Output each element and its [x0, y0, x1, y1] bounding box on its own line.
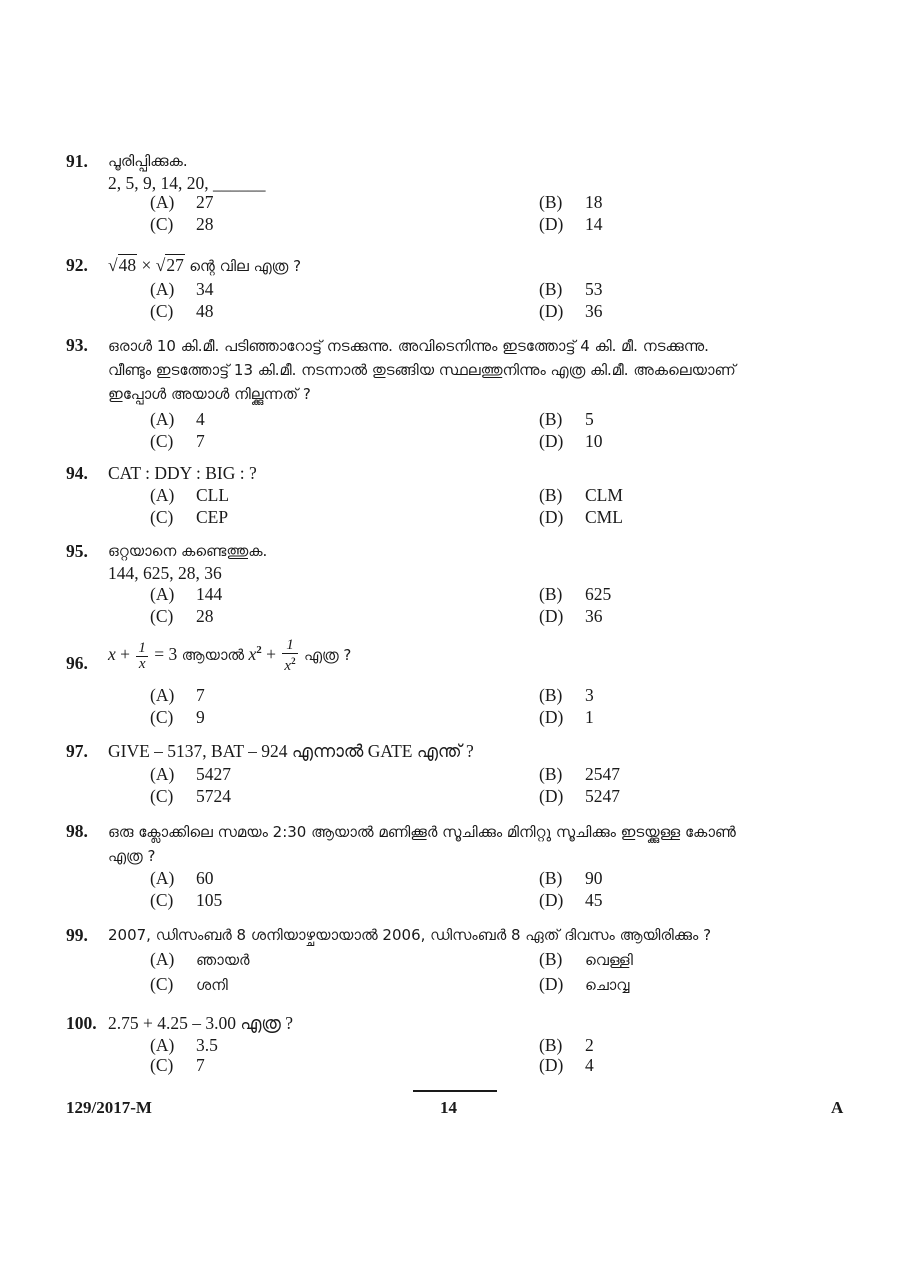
question-stem-line-1: ഒരാൾ 10 കി.മീ. പടിഞ്ഞാറോട്ട് നടക്കുന്നു. അവിടെനിന്നും ഇടത്തോട്ട് 4 കി. മീ. നടക്കുന്നു. [108, 337, 709, 355]
option-a: (A) CLL [150, 485, 230, 505]
option-b: (B) 5 [539, 409, 594, 429]
question-stem: ഒറ്റയാനെ കണ്ടെത്തുക. [108, 542, 268, 560]
page-number: 14 [440, 1098, 457, 1117]
question-stem: 2.75 + 4.25 – 3.00 എത്ര ? [108, 1013, 294, 1033]
option-a: (A) 3.5 [150, 1035, 218, 1055]
option-c: (C) CEP [150, 507, 229, 527]
sqrt-symbol: √48 [108, 255, 137, 275]
option-d: (D) 36 [539, 301, 603, 321]
option-c: (C) 5724 [150, 786, 231, 806]
option-d: (D) 36 [539, 606, 603, 626]
option-d: (D) CML [539, 507, 623, 527]
question-number: 91. [66, 151, 88, 171]
option-d: (D) 5247 [539, 786, 620, 806]
series-letter: A [831, 1098, 844, 1117]
option-c: (C) 105 [150, 890, 223, 910]
option-b: (B) 2547 [539, 764, 620, 784]
option-a: (A) 60 [150, 868, 214, 888]
option-c: (C) 48 [150, 301, 214, 321]
footer-divider [413, 1090, 497, 1092]
question-number: 92. [66, 255, 88, 275]
question-number: 94. [66, 463, 88, 483]
question-stem-line-1: ഒരു ക്ലോക്കിലെ സമയം 2:30 ആയാൽ മണിക്കൂർ സൂചിക്കും മിനിറ്റു സൂചിക്കും ഇടയ്ക്കുള്ള കോൺ [108, 823, 736, 841]
option-c: (C) 7 [150, 431, 205, 451]
question-number: 95. [66, 541, 88, 561]
option-b: (B) 3 [539, 685, 594, 705]
option-a: (A) 4 [150, 409, 205, 429]
option-d: (D) 10 [539, 431, 603, 451]
option-c: (C) 28 [150, 214, 214, 234]
question-paper-code: 129/2017-M [66, 1098, 152, 1117]
option-d: (D) 1 [539, 707, 594, 727]
question-number: 96. [66, 653, 88, 673]
option-c: (C) ശനി [150, 974, 228, 994]
option-a: (A) 34 [150, 279, 214, 299]
option-a: (A) 27 [150, 192, 214, 212]
question-number: 99. [66, 925, 88, 945]
question-sequence: 2, 5, 9, 14, 20, ______ [108, 173, 266, 193]
option-c: (C) 7 [150, 1055, 205, 1075]
option-d: (D) 14 [539, 214, 603, 234]
option-b: (B) 53 [539, 279, 603, 299]
sqrt-symbol: √27 [155, 255, 184, 275]
option-d: (D) 4 [539, 1055, 594, 1075]
question-number: 97. [66, 741, 88, 761]
option-c: (C) 9 [150, 707, 205, 727]
option-d: (D) ചൊവ്വ [539, 974, 630, 994]
question-number: 100. [66, 1013, 97, 1033]
question-stem: CAT : DDY : BIG : ? [108, 463, 257, 483]
question-stem-line-3: ഇപ്പോൾ അയാൾ നില്ക്കുന്നത് ? [108, 385, 311, 403]
option-c: (C) 28 [150, 606, 214, 626]
fraction: $\frac{1}{x}$ [138, 639, 146, 672]
option-a: (A) ഞായർ [150, 949, 250, 969]
question-stem-line-2: വീണ്ടും ഇടത്തോട്ട് 13 കി.മീ. നടന്നാൽ തുടങ്ങിയ സ്ഥലത്തുനിന്നും എത്ര കി.മീ. അകലെയാണ് [108, 361, 736, 379]
question-stem: 2007, ഡിസംബർ 8 ശനിയാഴ്ചയായാൽ 2006, ഡിസംബർ 8 ഏത് ദിവസം ആയിരിക്കും ? [108, 926, 712, 944]
option-a: (A) 5427 [150, 764, 231, 784]
option-a: (A) 144 [150, 584, 223, 604]
question-number: 98. [66, 821, 88, 841]
option-a: (A) 7 [150, 685, 205, 705]
option-b: (B) 18 [539, 192, 603, 212]
option-d: (D) 45 [539, 890, 603, 910]
question-stem-line-2: എത്ര ? [108, 847, 156, 865]
question-number: 93. [66, 335, 88, 355]
option-b: (B) 2 [539, 1035, 594, 1055]
option-b: (B) CLM [539, 485, 623, 505]
question-numbers: 144, 625, 28, 36 [108, 563, 222, 583]
question-equation: x + $\frac{1}{x}$ = 3 ആയാൽ $x^2$ + $\frac{1}{x^2}$ എത്ര ? [108, 637, 352, 674]
question-stem: GIVE – 5137, BAT – 924 എന്നാൽ GATE എന്ത് ? [108, 741, 474, 761]
question-stem: പൂരിപ്പിക്കുക. [108, 152, 188, 170]
fraction: $\frac{1}{x^2}$ [284, 637, 296, 674]
option-b: (B) 625 [539, 584, 612, 604]
option-b: (B) 90 [539, 868, 603, 888]
question-stem: √48 × √27 ന്റെ വില എത്ര ? [108, 255, 302, 275]
option-b: (B) വെള്ളി [539, 949, 633, 969]
